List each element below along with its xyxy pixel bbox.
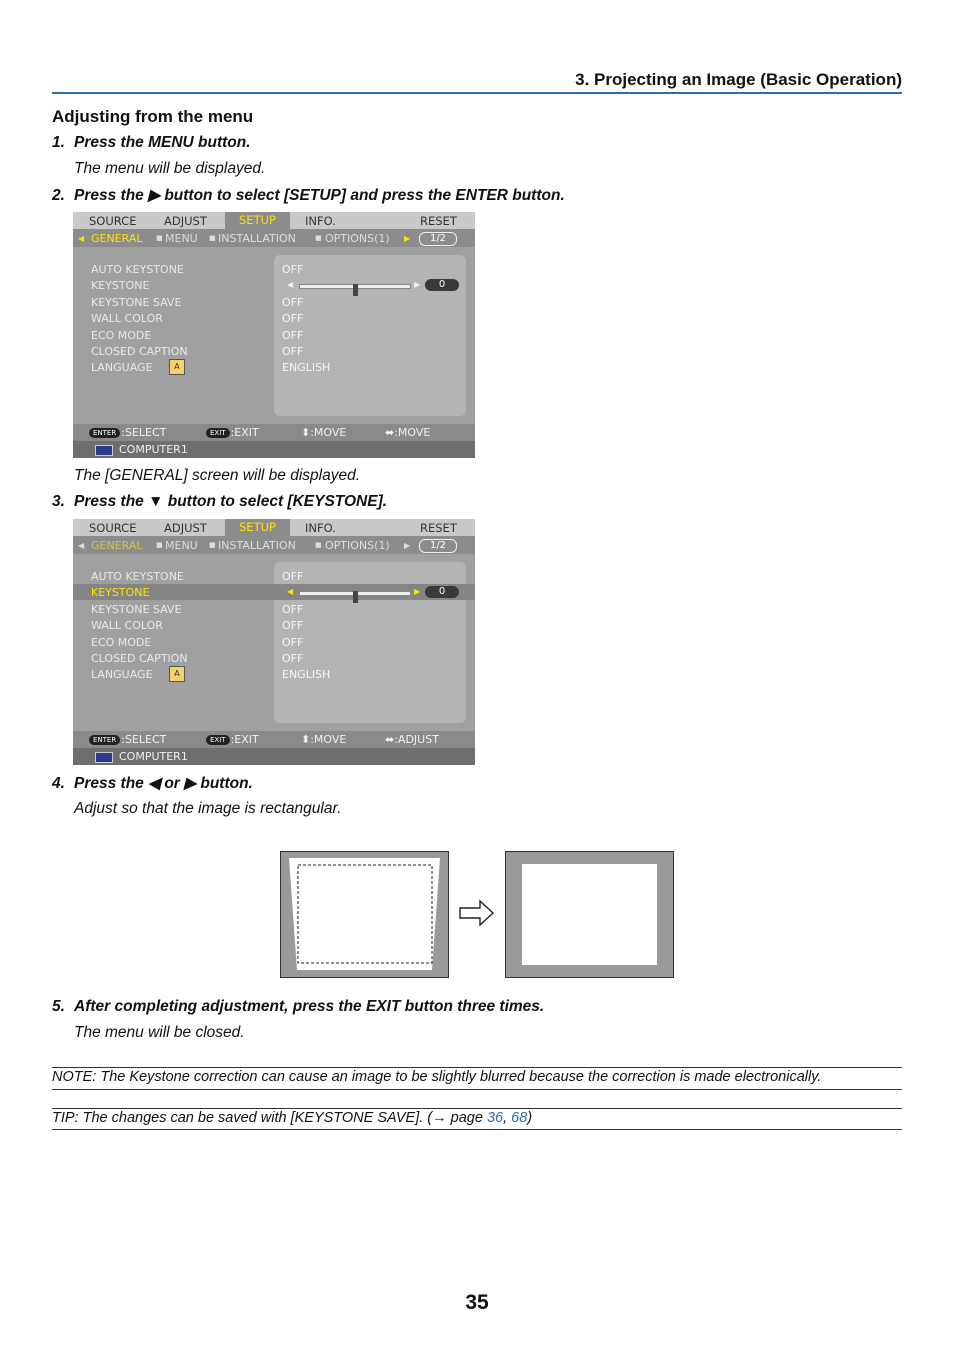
menu-row-language[interactable]: LANGUAGE A ENGLISH — [91, 361, 331, 374]
menu-row-closed-caption[interactable]: CLOSED CAPTION OFF — [91, 345, 304, 358]
tab-source[interactable]: SOURCE — [89, 214, 137, 228]
enter-key-icon: ENTER — [89, 735, 120, 745]
step-4: 4. Press the ◀ or ▶ button. — [52, 775, 253, 792]
bullet-icon: ■ — [209, 234, 216, 242]
move-updown-hint: ⬍:MOVE — [301, 426, 347, 439]
subtab-general[interactable]: GENERAL — [91, 539, 143, 552]
section-header: 3. Projecting an Image (Basic Operation) — [52, 70, 902, 94]
enter-key-icon: ENTER — [89, 428, 120, 438]
menu-row-eco-mode[interactable]: ECO MODE OFF — [91, 636, 304, 649]
move-updown-hint: ⬍:MOVE — [301, 733, 347, 746]
step-4-desc: Adjust so that the image is rectangular. — [74, 800, 342, 817]
step-1: 1. Press the MENU button. — [52, 134, 251, 151]
keystone-slider[interactable] — [287, 280, 467, 290]
left-arrow-icon: ◀ — [78, 541, 85, 550]
right-arrow-icon: ▶ — [404, 234, 411, 243]
menu-footer: ENTER :SELECT EXIT :EXIT ⬍:MOVE ⬌:ADJUST — [73, 731, 475, 748]
divider — [52, 1089, 902, 1090]
bullet-icon: ■ — [156, 541, 163, 549]
osd-menu-keystone — [73, 519, 475, 765]
adjust-leftright-hint: ⬌:ADJUST — [385, 733, 439, 746]
exit-key-icon: EXIT — [206, 428, 230, 438]
subtab-installation[interactable]: INSTALLATION — [218, 539, 296, 552]
divider — [52, 1067, 902, 1068]
subtab-menu[interactable]: MENU — [165, 232, 198, 245]
language-icon: A — [169, 666, 185, 682]
menu-row-eco-mode[interactable]: ECO MODE OFF — [91, 329, 304, 342]
menu-row-closed-caption[interactable]: CLOSED CAPTION OFF — [91, 652, 304, 665]
note-text: NOTE: The Keystone correction can cause an image to be slightly blurred because the correction is made electronically. — [52, 1069, 822, 1085]
step-2-desc: The [GENERAL] screen will be displayed. — [74, 467, 361, 484]
step-1-desc: The menu will be displayed. — [74, 160, 266, 177]
language-icon: A — [169, 359, 185, 375]
right-arrow-outline-icon — [458, 899, 496, 927]
tab-setup[interactable]: SETUP — [225, 519, 290, 536]
tab-source[interactable]: SOURCE — [89, 521, 137, 535]
tab-adjust[interactable]: ADJUST — [164, 521, 207, 535]
tab-reset[interactable]: RESET — [420, 521, 457, 535]
subtab-installation[interactable]: INSTALLATION — [218, 232, 296, 245]
menu-row-language[interactable]: LANGUAGE A ENGLISH — [91, 668, 331, 681]
source-bar: COMPUTER1 — [73, 748, 475, 765]
menu-tabs — [73, 212, 475, 229]
bullet-icon: ■ — [156, 234, 163, 242]
left-arrow-icon: ◀ — [287, 587, 294, 596]
menu-row-auto-keystone[interactable]: AUTO KEYSTONE OFF — [91, 263, 304, 276]
tab-adjust[interactable]: ADJUST — [164, 214, 207, 228]
tab-info[interactable]: INFO. — [305, 214, 336, 228]
move-leftright-hint: ⬌:MOVE — [385, 426, 431, 439]
tab-info[interactable]: INFO. — [305, 521, 336, 535]
menu-subtabs — [73, 229, 475, 247]
subtab-menu[interactable]: MENU — [165, 539, 198, 552]
bullet-icon: ■ — [209, 541, 216, 549]
subtab-general[interactable]: GENERAL — [91, 232, 143, 245]
monitor-icon — [95, 445, 113, 456]
menu-footer: ENTER :SELECT EXIT :EXIT ⬍:MOVE ⬌:MOVE — [73, 424, 475, 441]
menu-row-keystone-selected[interactable]: KEYSTONE ◀ ▶ 0 — [73, 584, 475, 600]
menu-row-keystone[interactable]: KEYSTONE ◀ ▶ 0 — [73, 277, 475, 293]
bullet-icon: ■ — [315, 541, 322, 549]
tab-setup[interactable]: SETUP — [225, 212, 290, 229]
section-heading: Adjusting from the menu — [52, 107, 254, 126]
page-indicator: 1/2 — [419, 539, 457, 553]
monitor-icon — [95, 752, 113, 763]
keystone-before-diagram — [280, 851, 449, 978]
osd-menu-general — [73, 212, 475, 458]
page-link-68[interactable]: 68 — [511, 1110, 528, 1126]
menu-tabs — [73, 519, 475, 536]
rectangle-image-icon — [522, 864, 657, 965]
left-arrow-icon: ◀ — [78, 234, 85, 243]
keystone-value: 0 — [425, 586, 459, 598]
menu-row-wall-color[interactable]: WALL COLOR OFF — [91, 619, 304, 632]
page-number: 35 — [465, 1291, 489, 1314]
exit-key-icon: EXIT — [206, 735, 230, 745]
bullet-icon: ■ — [315, 234, 322, 242]
menu-subtabs — [73, 536, 475, 554]
menu-body — [73, 554, 475, 731]
right-arrow-icon: ▶ — [414, 280, 421, 289]
right-arrow-icon: ▶ — [414, 587, 421, 596]
page-indicator: 1/2 — [419, 232, 457, 246]
step-5: 5. After completing adjustment, press the EXIT button three times. — [52, 998, 545, 1015]
menu-row-keystone-save[interactable]: KEYSTONE SAVE OFF — [91, 296, 304, 309]
keystone-after-diagram — [505, 851, 674, 978]
page-link-36[interactable]: 36 — [486, 1110, 504, 1126]
step-5-desc: The menu will be closed. — [74, 1024, 245, 1041]
divider — [52, 1129, 902, 1130]
divider — [52, 1108, 902, 1109]
menu-body — [73, 247, 475, 424]
subtab-options1[interactable]: OPTIONS(1) — [325, 539, 390, 552]
menu-row-keystone-save[interactable]: KEYSTONE SAVE OFF — [91, 603, 304, 616]
menu-row-wall-color[interactable]: WALL COLOR OFF — [91, 312, 304, 325]
step-2: 2. Press the ▶ button to select [SETUP] and press the ENTER button. — [52, 187, 565, 204]
keystone-slider[interactable] — [287, 587, 467, 597]
tip-text: TIP: The changes can be saved with [KEYSTONE SAVE]. (→ page 36, 68) — [52, 1110, 533, 1126]
right-arrow-icon: ▶ — [404, 541, 411, 550]
keystone-value: 0 — [425, 279, 459, 291]
menu-row-auto-keystone[interactable]: AUTO KEYSTONE OFF — [91, 570, 304, 583]
source-bar: COMPUTER1 — [73, 441, 475, 458]
trapezoid-image-icon — [281, 852, 448, 977]
left-arrow-icon: ◀ — [287, 280, 294, 289]
step-3: 3. Press the ▼ button to select [KEYSTONE]. — [52, 493, 388, 510]
subtab-options1[interactable]: OPTIONS(1) — [325, 232, 390, 245]
tab-reset[interactable]: RESET — [420, 214, 457, 228]
